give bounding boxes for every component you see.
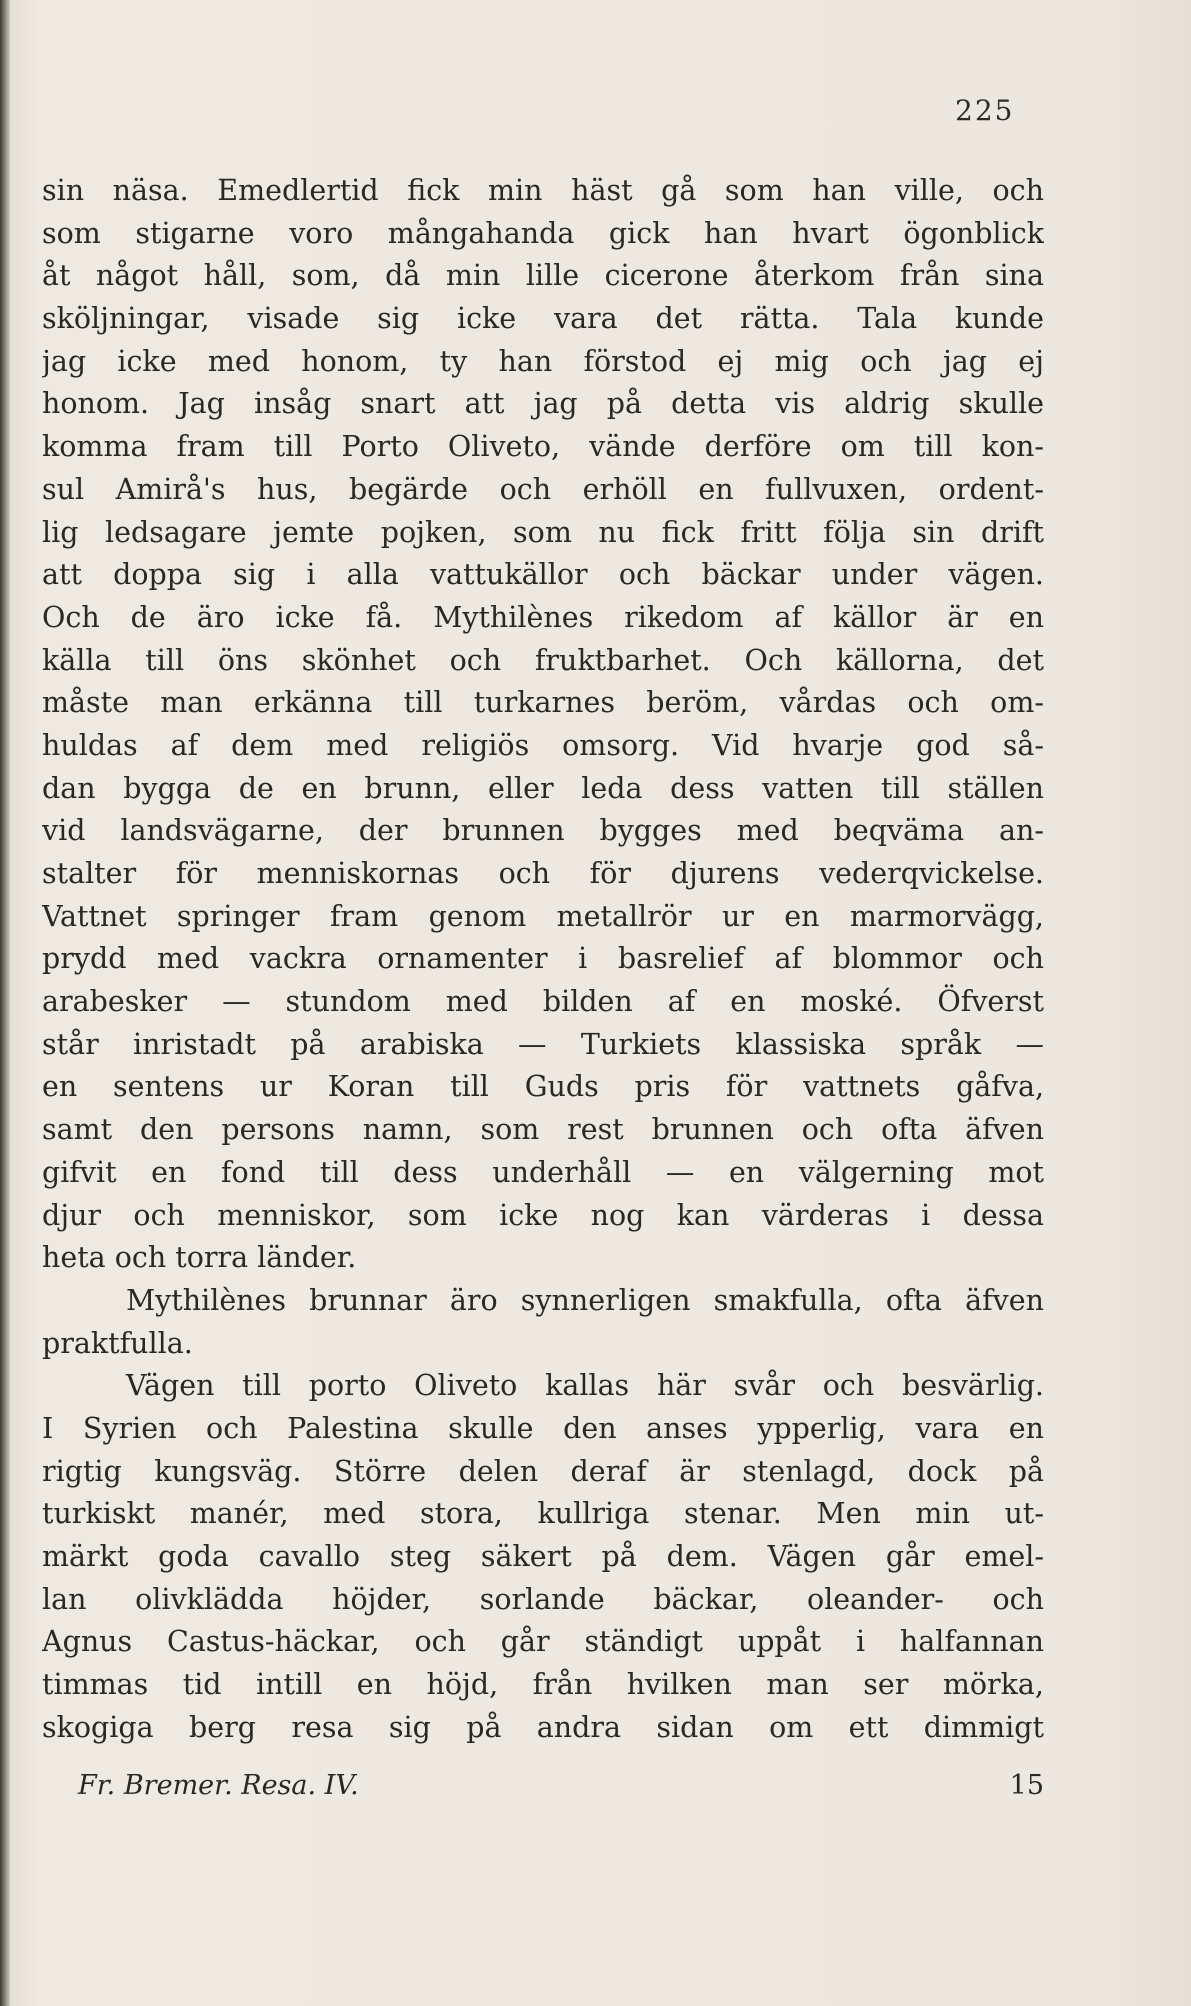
text-line: arabesker — stundom med bilden af en moské. Öfverst [42, 985, 1044, 1019]
text-line: rigtig kungsväg. Större delen deraf är stenlagd, dock på [42, 1454, 1044, 1488]
text-line: vid landsvägarne, der brunnen bygges med beqväma an- [42, 814, 1044, 848]
text-line: komma fram till Porto Oliveto, vände derföre om till kon- [42, 430, 1044, 464]
text-line: som stigarne voro mångahanda gick han hvart ögonblick [42, 216, 1044, 250]
text-line: Agnus Castus-häckar, och går ständigt uppåt i halfannan [42, 1625, 1044, 1659]
text-line: källa till öns skönhet och fruktbarhet. Och källorna, det [42, 643, 1044, 677]
text-line: praktfulla. [42, 1326, 193, 1360]
text-line: I Syrien och Palestina skulle den anses ypperlig, vara en [42, 1411, 1044, 1445]
text-line: lan olivklädda höjder, sorlande bäckar, oleander- och [42, 1582, 1044, 1616]
text-line: heta och torra länder. [42, 1241, 357, 1275]
text-line: Vägen till porto Oliveto kallas här svår och besvärlig. [126, 1369, 1044, 1403]
text-line: måste man erkänna till turkarnes beröm, vårdas och om- [42, 686, 1044, 720]
page-footer [42, 1770, 1044, 1814]
text-line: stalter för menniskornas och för djurens vederqvickelse. [42, 857, 1044, 890]
text-line: turkiskt manér, med stora, kullriga stenar. Men min ut- [42, 1497, 1044, 1531]
text-line: gifvit en fond till dess underhåll — en välgerning mot [42, 1155, 1044, 1189]
text-line: står inristadt på arabiska — Turkiets klassiska språk — [42, 1027, 1044, 1061]
text-line: Vattnet springer fram genom metallrör ur en marmorvägg, [42, 899, 1044, 933]
text-line: dan bygga de en brunn, eller leda dess vatten till ställen [42, 771, 1044, 805]
text-line: huldas af dem med religiös omsorg. Vid hvarje god så- [42, 728, 1044, 762]
page-spine-shadow [0, 0, 10, 2006]
text-line: att doppa sig i alla vattukällor och bäckar under vägen. [42, 558, 1044, 592]
text-line: djur och menniskor, som icke nog kan värderas i dessa [42, 1198, 1044, 1232]
text-line: skogiga berg resa sig på andra sidan om ett dimmigt [42, 1710, 1044, 1744]
page-number: 225 [955, 94, 1015, 127]
text-line: prydd med vackra ornamenter i basrelief af blommor och [42, 942, 1044, 976]
text-line: sin näsa. Emedlertid fick min häst gå som han ville, och [42, 174, 1044, 207]
text-line: honom. Jag insåg snart att jag på detta vis aldrig skulle [42, 387, 1044, 421]
text-line: en sentens ur Koran till Guds pris för vattnets gåfva, [42, 1070, 1044, 1104]
text-line: jag icke med honom, ty han förstod ej mig och jag ej [42, 344, 1044, 378]
sheet-number: 15 [1009, 1770, 1044, 1801]
text-line: Och de äro icke få. Mythilènes rikedom af källor är en [42, 600, 1044, 634]
signature-mark: Fr. Bremer. Resa. IV. [78, 1770, 359, 1801]
text-line: Mythilènes brunnar äro synnerligen smakfulla, ofta äfven [126, 1283, 1044, 1317]
text-line: sul Amirå's hus, begärde och erhöll en fullvuxen, ordent- [42, 472, 1044, 506]
text-line: åt något håll, som, då min lille cicerone återkom från sina [42, 259, 1044, 293]
text-line: märkt goda cavallo steg säkert på dem. Vägen går emel- [42, 1540, 1044, 1573]
text-line: sköljningar, visade sig icke vara det rätta. Tala kunde [42, 302, 1044, 336]
text-line: lig ledsagare jemte pojken, som nu fick fritt följa sin drift [42, 515, 1044, 549]
text-line: timmas tid intill en höjd, från hvilken man ser mörka, [42, 1668, 1044, 1702]
text-line: samt den persons namn, som rest brunnen och ofta äfven [42, 1113, 1044, 1147]
body-text [42, 170, 1044, 1749]
